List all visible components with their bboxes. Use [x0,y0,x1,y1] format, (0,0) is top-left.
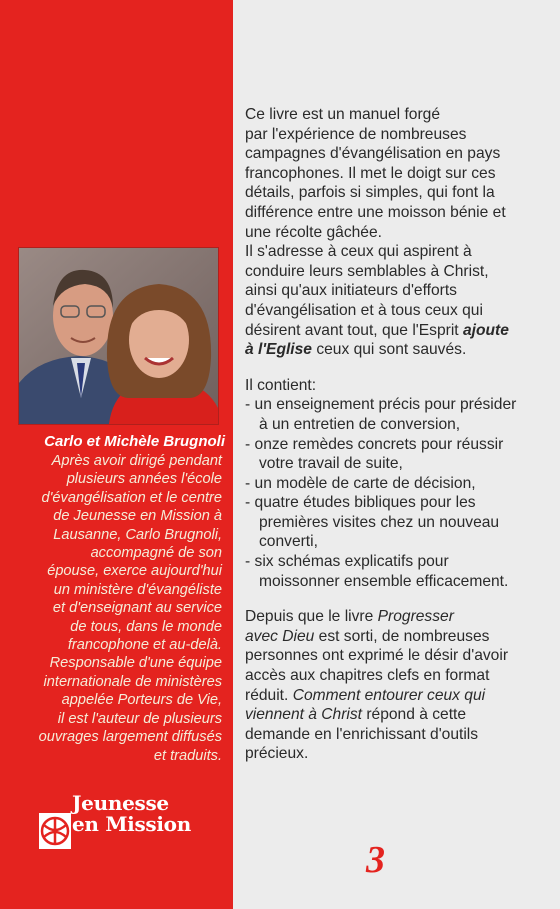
bio-line: Lausanne, Carlo Brugnoli, [53,526,222,543]
bio-line: ouvrages largement diffusés [38,729,222,746]
contents-list [245,395,545,591]
author-photo-image [19,248,218,424]
bio-line: un ministère d'évangéliste [53,581,222,598]
logo-line-2: en Mission [72,812,191,836]
left-red-panel [0,0,233,909]
bio-line: et traduits. [153,747,222,764]
bio-line: il est l'auteur de plusieurs [57,710,222,727]
paragraph-intro: Ce livre est un manuel forgé par l'expérience de nombreuses campagnes d'évangélisation en pays francophones. Il met le doigt sur ces détails, parfois si simples, qui font la différence entre une moisson bénie et une récolte gâchée. [245,106,506,241]
author-name: Carlo et Michèle Brugnoli [44,433,225,450]
bio-line: de tous, dans le monde [70,618,222,635]
bio-line: internationale de ministères [43,673,222,690]
bio-line: et d'enseignant au service [52,600,222,617]
jeunesse-en-mission-logo [38,793,218,853]
author-bio [14,452,222,765]
list-item: - quatre études bibliques pour les premières visites chez un nouveau converti, [245,494,500,551]
list-item: - un enseignement précis pour présider à un entretien de conversion, [245,396,517,433]
paragraph-audience: Il s'adresse à ceux qui aspirent à conduire leurs semblables à Christ, ainsi qu'aux initiateurs d'efforts d'évangélisation et à tous ceux qui désirent avant tout, que l'Esprit ajoute à l'Eglise ceux qui sont sauvés. [245,243,509,359]
list-item: - six schémas explicatifs pour moissonner ensemble efficacement. [245,553,509,590]
back-cover-text [245,105,545,764]
globe-logo-icon [38,811,72,851]
author-photo [18,247,219,425]
bio-line: francophone et au-delà. [67,637,222,654]
bio-line: appelée Porteurs de Vie, [61,692,222,709]
bio-line: accompagné de son [90,545,222,562]
bio-line: Après avoir dirigé pendant [51,453,222,469]
bio-line: épouse, exerce aujourd'hui [47,563,222,580]
paragraph-origin: Depuis que le livre Progresser avec Dieu est sorti, de nombreuses personnes ont exprimé le désir d'avoir accès aux chapitres clefs en format réduit. Comment entourer ceux qui viennent à Christ répond à cette demande en l'enrichissant d'outils précieux. [245,608,509,763]
logo-line-1: Jeunesse [72,791,169,815]
page-number: 3 [366,839,385,881]
list-item: - onze remèdes concrets pour réussir votre travail de suite, [245,435,504,473]
bio-line: Responsable d'une équipe [49,655,222,672]
list-item: - un modèle de carte de décision, [245,474,476,492]
bio-line: de Jeunesse en Mission à [53,508,222,525]
bio-line: d'évangélisation et le centre [41,489,222,506]
bio-line: plusieurs années l'école [66,471,222,488]
contains-label: Il contient: [245,376,317,394]
